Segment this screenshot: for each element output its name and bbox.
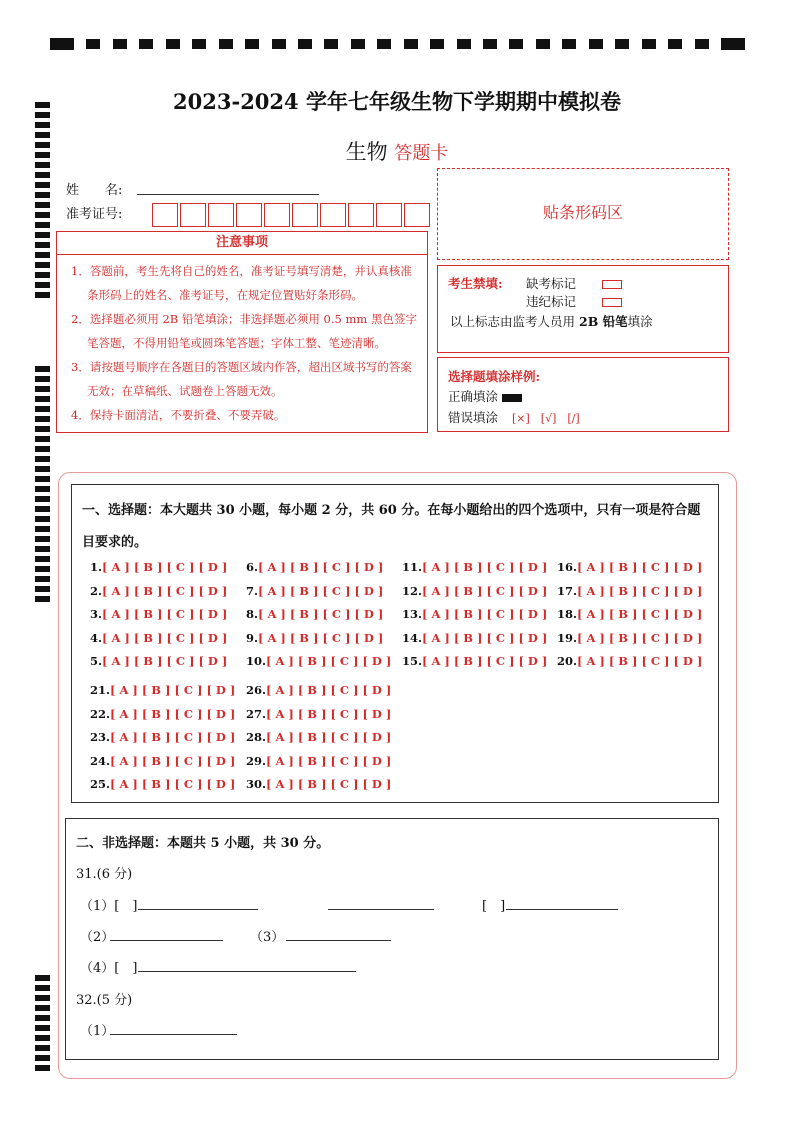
- timing-mark: [35, 212, 50, 218]
- mcq-options[interactable]: [ A ] [ B ] [ C ] [ D ]: [266, 654, 392, 668]
- mcq-number: 29.: [246, 753, 267, 768]
- mcq-number: 20.: [557, 654, 578, 668]
- timing-mark: [35, 436, 50, 442]
- mcq-options[interactable]: [ A ] [ B ] [ C ] [ D ]: [577, 560, 703, 574]
- mcq-options[interactable]: [ A ] [ B ] [ C ] [ D ]: [577, 583, 703, 598]
- mcq-options[interactable]: [ A ] [ B ] [ C ] [ D ]: [102, 560, 228, 574]
- notice-box: [56, 231, 428, 433]
- timing-mark: [35, 376, 50, 382]
- mcq-item[interactable]: [246, 730, 391, 744]
- mcq-item[interactable]: [90, 683, 235, 697]
- violation-label: 违纪标记: [526, 294, 577, 309]
- name-label: 姓 名:: [66, 183, 123, 198]
- timing-mark: [35, 182, 50, 188]
- id-digit-box[interactable]: [236, 203, 262, 227]
- timing-mark: [35, 566, 50, 572]
- violation-row: [526, 292, 622, 310]
- mcq-item[interactable]: [246, 584, 383, 598]
- mcq-options[interactable]: [ A ] [ B ] [ C ] [ D ]: [110, 683, 236, 697]
- id-digit-box[interactable]: [404, 203, 430, 227]
- q31-3-blank[interactable]: [286, 926, 391, 941]
- notice-item: 4．保持卡面清洁，不要折叠、不要弄破。: [71, 408, 286, 422]
- timing-mark: [35, 506, 50, 512]
- mcq-options[interactable]: [ A ] [ B ] [ C ] [ D ]: [266, 777, 392, 791]
- id-digit-box[interactable]: [264, 203, 290, 227]
- mcq-number: 6.: [246, 560, 259, 574]
- correct-label: 正确填涂: [448, 389, 499, 404]
- timing-mark: [35, 232, 50, 238]
- timing-mark: [536, 39, 550, 49]
- note-bold: 2B 铅笔: [579, 314, 628, 329]
- timing-mark: [35, 222, 50, 228]
- timing-mark: [35, 596, 50, 602]
- timing-mark: [35, 172, 50, 178]
- mcq-item[interactable]: [557, 654, 702, 668]
- subtitle: [0, 136, 794, 166]
- mcq-number: 7.: [246, 583, 259, 598]
- timing-mark: [35, 536, 50, 542]
- q32-label: 32.(5 分): [76, 993, 133, 1008]
- mcq-number: 11.: [402, 560, 423, 574]
- notice-item: 3．请按题号顺序在各题目的答题区域内作答，超出区域书写的答案无效；在草稿纸、试题卷上答题无效。: [71, 360, 412, 398]
- mcq-options[interactable]: [ A ] [ B ] [ C ] [ D ]: [266, 753, 392, 768]
- mcq-number: 24.: [90, 753, 111, 768]
- absent-mark-box[interactable]: [602, 280, 622, 289]
- wrong-label: 错误填涂: [448, 410, 499, 425]
- section2-heading: 二、非选择题：本题共 5 小题，共 30 分。: [76, 836, 330, 851]
- timing-mark: [35, 446, 50, 452]
- timing-mark: [324, 39, 338, 49]
- timing-mark: [35, 576, 50, 582]
- mcq-item[interactable]: [90, 777, 235, 791]
- timing-mark: [35, 586, 50, 592]
- timing-mark: [35, 242, 50, 248]
- timing-mark: [35, 985, 50, 991]
- mcq-options[interactable]: [ A ] [ B ] [ C ] [ D ]: [577, 607, 703, 621]
- mcq-number: 19.: [557, 630, 578, 645]
- timing-mark: [35, 1005, 50, 1011]
- mcq-item[interactable]: [557, 584, 702, 598]
- timing-mark: [562, 39, 576, 49]
- wrong-row: [448, 408, 580, 426]
- mcq-number: 15.: [402, 654, 423, 668]
- timing-mark: [166, 39, 180, 49]
- timing-mark: [35, 396, 50, 402]
- timing-mark: [509, 39, 523, 49]
- id-digit-box[interactable]: [208, 203, 234, 227]
- mcq-item[interactable]: [246, 707, 391, 721]
- name-field[interactable]: [137, 180, 319, 195]
- q31-3-label: （3）: [250, 930, 285, 945]
- mcq-number: 4.: [90, 630, 103, 645]
- q31-1-blank-c[interactable]: [506, 895, 618, 910]
- timing-mark: [35, 995, 50, 1001]
- fill-sample-box: [437, 357, 729, 432]
- mcq-item[interactable]: [90, 560, 227, 574]
- mcq-number: 10.: [246, 654, 267, 668]
- q31-1-blank-a[interactable]: [138, 895, 258, 910]
- mcq-options[interactable]: [ A ] [ B ] [ C ] [ D ]: [577, 654, 703, 668]
- id-digit-box[interactable]: [376, 203, 402, 227]
- q31-1-blank-b[interactable]: [328, 895, 434, 910]
- timing-mark: [35, 192, 50, 198]
- timing-mark: [35, 1035, 50, 1041]
- mcq-options[interactable]: [ A ] [ B ] [ C ] [ D ]: [266, 683, 392, 697]
- id-digit-box[interactable]: [180, 203, 206, 227]
- timing-mark: [50, 38, 74, 50]
- mcq-options[interactable]: [ A ] [ B ] [ C ] [ D ]: [422, 630, 548, 645]
- mcq-options[interactable]: [ A ] [ B ] [ C ] [ D ]: [258, 560, 384, 574]
- mcq-item[interactable]: [402, 631, 547, 645]
- timing-mark: [139, 39, 153, 49]
- timing-mark: [483, 39, 497, 49]
- timing-mark: [430, 39, 444, 49]
- timing-mark: [615, 39, 629, 49]
- mcq-number: 17.: [557, 583, 578, 598]
- id-label: 准考证号:: [66, 207, 123, 222]
- mcq-number: 16.: [557, 560, 578, 574]
- q32-1-blank[interactable]: [110, 1020, 237, 1035]
- mcq-item[interactable]: [402, 560, 547, 574]
- mcq-options[interactable]: [ A ] [ B ] [ C ] [ D ]: [110, 730, 236, 744]
- mcq-item[interactable]: [246, 777, 391, 791]
- mcq-item[interactable]: [557, 607, 702, 621]
- mcq-options[interactable]: [ A ] [ B ] [ C ] [ D ]: [266, 730, 392, 744]
- mcq-number: 22.: [90, 706, 111, 721]
- mcq-item[interactable]: [90, 654, 227, 668]
- mcq-item[interactable]: [246, 560, 383, 574]
- left-timing-marks-bottom: [35, 975, 51, 1075]
- timing-mark: [35, 1065, 50, 1071]
- mcq-number: 26.: [246, 683, 267, 697]
- timing-mark: [298, 39, 312, 49]
- mcq-number: 13.: [402, 607, 423, 621]
- mcq-options[interactable]: [ A ] [ B ] [ C ] [ D ]: [422, 560, 548, 574]
- note-pre: 以上标志由监考人员用: [450, 314, 576, 329]
- timing-mark: [35, 122, 50, 128]
- left-timing-marks-top: [35, 102, 51, 302]
- section2-box: [65, 818, 719, 1060]
- timing-mark: [272, 39, 286, 49]
- mcq-options[interactable]: [ A ] [ B ] [ C ] [ D ]: [577, 630, 703, 645]
- mcq-item[interactable]: [402, 607, 547, 621]
- id-digit-box[interactable]: [348, 203, 374, 227]
- timing-mark: [642, 39, 656, 49]
- mcq-number: 18.: [557, 607, 578, 621]
- q32-1-label: （1）: [80, 1024, 115, 1039]
- timing-mark: [377, 39, 391, 49]
- page-title: 2023-2024 学年七年级生物下学期期中模拟卷: [173, 89, 621, 114]
- id-digit-box[interactable]: [292, 203, 318, 227]
- mcq-item[interactable]: [90, 631, 227, 645]
- q31-1-label: （1）[ ]: [80, 899, 138, 914]
- mcq-options[interactable]: [ A ] [ B ] [ C ] [ D ]: [102, 630, 228, 645]
- id-boxes[interactable]: [152, 203, 432, 227]
- q31-4-blank[interactable]: [138, 957, 356, 972]
- exam-marks-title: 考生禁填:: [448, 276, 503, 291]
- mcq-options[interactable]: [ A ] [ B ] [ C ] [ D ]: [422, 583, 548, 598]
- exam-marks-box: [437, 265, 729, 353]
- mcq-number: 30.: [246, 777, 267, 791]
- timing-mark: [35, 975, 50, 981]
- mcq-item[interactable]: [246, 607, 383, 621]
- timing-mark: [721, 38, 745, 50]
- mcq-item[interactable]: [402, 584, 547, 598]
- left-timing-marks-middle: [35, 366, 51, 606]
- timing-mark: [35, 386, 50, 392]
- top-timing-marks: [50, 38, 745, 50]
- absent-row: [526, 274, 622, 292]
- violation-mark-box[interactable]: [602, 298, 622, 307]
- mcq-options[interactable]: [ A ] [ B ] [ C ] [ D ]: [102, 583, 228, 598]
- mcq-item[interactable]: [402, 654, 547, 668]
- timing-mark: [219, 39, 233, 49]
- timing-mark: [668, 39, 682, 49]
- mcq-number: 9.: [246, 630, 259, 645]
- timing-mark: [35, 406, 50, 412]
- mcq-number: 5.: [90, 654, 103, 668]
- timing-mark: [35, 252, 50, 258]
- mcq-options[interactable]: [ A ] [ B ] [ C ] [ D ]: [258, 583, 384, 598]
- mcq-item[interactable]: [246, 631, 383, 645]
- timing-mark: [35, 1025, 50, 1031]
- timing-mark: [35, 1055, 50, 1061]
- mcq-item[interactable]: [246, 754, 391, 768]
- timing-mark: [35, 476, 50, 482]
- mcq-item[interactable]: [90, 584, 227, 598]
- timing-mark: [113, 39, 127, 49]
- mcq-number: 1.: [90, 560, 103, 574]
- mcq-options[interactable]: [ A ] [ B ] [ C ] [ D ]: [258, 607, 384, 621]
- timing-mark: [457, 39, 471, 49]
- mcq-number: 3.: [90, 607, 103, 621]
- timing-mark: [35, 466, 50, 472]
- timing-mark: [35, 486, 50, 492]
- notice-item: 1．答题前，考生先将自己的姓名，准考证号填写清楚，并认真核准条形码上的姓名、准考证号，在规定位置贴好条形码。: [71, 264, 412, 302]
- q31-4-label: （4）[ ]: [80, 961, 138, 976]
- timing-mark: [35, 262, 50, 268]
- card-label: 答题卡: [394, 143, 449, 164]
- mcq-options[interactable]: [ A ] [ B ] [ C ] [ D ]: [422, 607, 548, 621]
- timing-mark: [35, 1045, 50, 1051]
- q31-2-blank[interactable]: [110, 926, 223, 941]
- mcq-number: 21.: [90, 683, 111, 697]
- mcq-options[interactable]: [ A ] [ B ] [ C ] [ D ]: [258, 630, 384, 645]
- timing-mark: [35, 1015, 50, 1021]
- mcq-item[interactable]: [90, 730, 235, 744]
- mcq-number: 8.: [246, 607, 259, 621]
- correct-row: [448, 387, 522, 405]
- absent-label: 缺考标记: [526, 276, 577, 291]
- correct-fill-sample: [502, 394, 522, 402]
- mcq-options[interactable]: [ A ] [ B ] [ C ] [ D ]: [110, 777, 236, 791]
- id-digit-box[interactable]: [152, 203, 178, 227]
- q31-2-label: （2）: [80, 930, 115, 945]
- mcq-item[interactable]: [90, 754, 235, 768]
- id-digit-box[interactable]: [320, 203, 346, 227]
- note-post: 填涂: [627, 314, 653, 329]
- timing-mark: [35, 282, 50, 288]
- mcq-number: 14.: [402, 630, 423, 645]
- mcq-number: 12.: [402, 583, 423, 598]
- mcq-number: 2.: [90, 583, 103, 598]
- section1-heading: 一、选择题：本大题共 30 小题，每小题 2 分，共 60 分。在每小题给出的四个选项中，只有一项是符合题目要求的。: [82, 503, 701, 550]
- timing-mark: [404, 39, 418, 49]
- timing-mark: [351, 39, 365, 49]
- mcq-item[interactable]: [557, 631, 702, 645]
- notice-title: 注意事项: [57, 232, 427, 255]
- mcq-item[interactable]: [90, 707, 235, 721]
- mcq-options[interactable]: [ A ] [ B ] [ C ] [ D ]: [102, 654, 228, 668]
- timing-mark: [192, 39, 206, 49]
- mcq-item[interactable]: [246, 683, 391, 697]
- q31-label: 31.(6 分): [76, 867, 133, 882]
- timing-mark: [35, 292, 50, 298]
- timing-mark: [35, 496, 50, 502]
- fill-sample-title: 选择题填涂样例:: [448, 369, 541, 384]
- timing-mark: [35, 556, 50, 562]
- mcq-number: 25.: [90, 777, 111, 791]
- exam-marks-note: [450, 312, 653, 330]
- mcq-number: 23.: [90, 730, 111, 744]
- wrong-marks: [×] [√] [/]: [512, 412, 580, 425]
- timing-mark: [245, 39, 259, 49]
- timing-mark: [589, 39, 603, 49]
- timing-mark: [86, 39, 100, 49]
- timing-mark: [35, 366, 50, 372]
- mcq-number: 28.: [246, 730, 267, 744]
- timing-mark: [35, 456, 50, 462]
- mcq-item[interactable]: [557, 560, 702, 574]
- timing-mark: [35, 416, 50, 422]
- mcq-options[interactable]: [ A ] [ B ] [ C ] [ D ]: [102, 607, 228, 621]
- mcq-options[interactable]: [ A ] [ B ] [ C ] [ D ]: [110, 706, 236, 721]
- q31-1-bracket: [ ]: [482, 899, 506, 914]
- timing-mark: [35, 526, 50, 532]
- barcode-area: [437, 168, 729, 260]
- timing-mark: [695, 39, 709, 49]
- mcq-item[interactable]: [246, 654, 391, 668]
- mcq-options[interactable]: [ A ] [ B ] [ C ] [ D ]: [266, 706, 392, 721]
- mcq-options[interactable]: [ A ] [ B ] [ C ] [ D ]: [422, 654, 548, 668]
- barcode-label: 贴条形码区: [542, 203, 623, 222]
- subject-label: 生物: [345, 140, 388, 164]
- notice-item: 2．选择题必须用 2B 铅笔填涂；非选择题必须用 0.5 mm 黑色签字笔答题，不得用铅笔或圆珠笔答题；字体工整、笔迹清晰。: [71, 312, 417, 350]
- timing-mark: [35, 272, 50, 278]
- timing-mark: [35, 546, 50, 552]
- mcq-options[interactable]: [ A ] [ B ] [ C ] [ D ]: [110, 753, 236, 768]
- timing-mark: [35, 516, 50, 522]
- section1-box: [71, 484, 719, 803]
- timing-mark: [35, 426, 50, 432]
- mcq-number: 27.: [246, 706, 267, 721]
- mcq-item[interactable]: [90, 607, 227, 621]
- timing-mark: [35, 202, 50, 208]
